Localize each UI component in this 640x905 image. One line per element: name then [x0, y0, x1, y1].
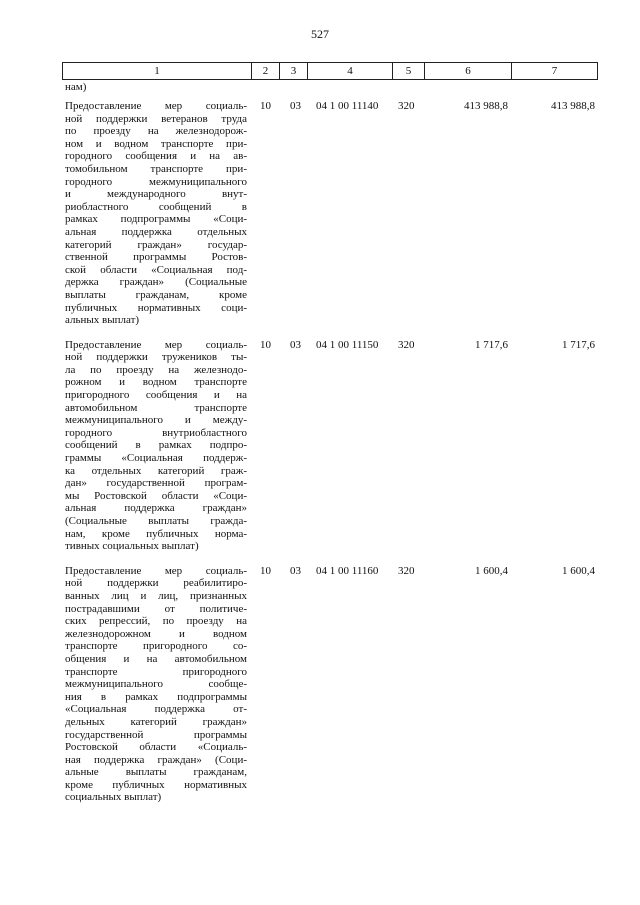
column-header-table — [62, 62, 598, 80]
row-amount-col7: 1 717,6 — [562, 338, 595, 351]
description-line: кроме публичных нормативных — [65, 778, 247, 791]
description-line: (Социальные выплаты гражда- — [65, 515, 247, 527]
description-line: граммы «Социальная поддерж- — [65, 452, 247, 465]
column-header-6: 6 — [425, 63, 512, 80]
description-line: рожном и водном транспорте — [65, 376, 247, 389]
description-line: рамках подпрограммы «Соци- — [65, 213, 247, 226]
description-line: ния в рамках подпрограммы — [65, 690, 247, 703]
column-header-5: 5 — [393, 63, 425, 80]
description-line: тивных социальных выплат) — [65, 540, 199, 553]
row-description — [65, 565, 247, 804]
description-line: автомобильном транспорте — [65, 401, 247, 414]
description-line: держка граждан» (Социальные — [65, 276, 247, 289]
column-header-7: 7 — [512, 63, 598, 80]
description-line: ских репрессий, по проезду на — [65, 615, 247, 628]
row-amount-col6: 1 600,4 — [475, 564, 508, 577]
row-subsection-code: 03 — [290, 100, 301, 112]
row-subsection-code: 03 — [290, 338, 301, 351]
row-target-article-code: 04 1 00 11150 — [316, 338, 379, 351]
description-line: и международного внут- — [65, 188, 247, 201]
row-amount-col6: 413 988,8 — [464, 100, 508, 112]
table-row — [0, 339, 640, 553]
description-line: выплаты гражданам, кроме — [65, 288, 247, 301]
description-line: пострадавшими от политиче- — [65, 602, 247, 615]
description-line: транспорте пригородного со- — [65, 640, 247, 653]
column-header-row — [63, 63, 598, 80]
column-header-2: 2 — [252, 63, 280, 80]
description-line: ственной программы Ростов- — [65, 251, 247, 264]
description-line: общения и на автомобильном — [65, 652, 247, 665]
description-line: дельных категорий граждан» — [65, 715, 247, 728]
row-description — [65, 100, 247, 327]
description-line: Предоставление мер социаль- — [65, 338, 247, 351]
description-line: межмуниципального и между- — [65, 414, 247, 427]
description-line: категорий граждан» государ- — [65, 238, 247, 251]
description-line: ная поддержка граждан» (Соци- — [65, 753, 247, 766]
description-line: ной поддержки ветеранов труда — [65, 112, 247, 125]
description-line: альных выплат) — [65, 314, 140, 327]
description-line: городного внутриобластного — [65, 426, 247, 439]
description-line: транспорте пригородного — [65, 665, 247, 678]
row-amount-col7: 413 988,8 — [551, 100, 595, 112]
description-line: ной поддержки тружеников ты- — [65, 351, 247, 364]
description-line: ской области «Социальная под- — [65, 263, 247, 276]
description-line: железнодорожном и водном — [65, 627, 247, 640]
description-line: мы Ростовской области «Соци- — [65, 489, 247, 502]
description-line: межмуниципального сообще- — [65, 678, 247, 691]
row-target-article-code: 04 1 00 11140 — [316, 100, 379, 112]
description-line: альная поддержка граждан» — [65, 502, 247, 515]
description-line: дан» государственной програм- — [65, 477, 247, 490]
description-line: альные выплаты гражданам, — [65, 766, 247, 779]
description-line: альная поддержка отдельных — [65, 225, 247, 238]
row-description — [65, 339, 247, 553]
description-line: сообщений в рамках подпро- — [65, 439, 247, 452]
table-row — [0, 565, 640, 804]
description-line: городного сообщения и на ав- — [65, 150, 247, 163]
table-body — [0, 100, 640, 804]
description-line: публичных нормативных соци- — [65, 301, 247, 314]
description-line: «Социальная поддержка от- — [65, 703, 247, 716]
row-section-code: 10 — [260, 100, 271, 112]
description-line: томобильном транспорте при- — [65, 162, 247, 175]
description-line: ном и водном транспорте при- — [65, 137, 247, 150]
row-subsection-code: 03 — [290, 564, 301, 577]
column-header-3: 3 — [280, 63, 308, 80]
row-expense-type-code: 320 — [398, 100, 415, 112]
description-line: городного межмуниципального — [65, 175, 247, 188]
row-target-article-code: 04 1 00 11160 — [316, 564, 379, 577]
description-line: государственной программы — [65, 728, 247, 741]
row-amount-col7: 1 600,4 — [562, 564, 595, 577]
table-row — [0, 100, 640, 327]
description-line: ла по проезду на железнодо- — [65, 363, 247, 376]
row-amount-col6: 1 717,6 — [475, 338, 508, 351]
row-section-code: 10 — [260, 338, 271, 351]
column-header-4: 4 — [308, 63, 393, 80]
column-header-1: 1 — [63, 63, 252, 80]
description-line: по проезду на железнодорож- — [65, 125, 247, 138]
row-expense-type-code: 320 — [398, 564, 415, 577]
page-number: 527 — [311, 27, 329, 41]
description-line: Ростовской области «Социаль- — [65, 741, 247, 754]
description-line: нам, кроме публичных норма- — [65, 527, 247, 540]
description-line: ка отдельных категорий граж- — [65, 464, 247, 477]
description-line: риобластного сообщений в — [65, 200, 247, 213]
row-expense-type-code: 320 — [398, 338, 415, 351]
description-line: социальных выплат) — [65, 791, 162, 804]
row-section-code: 10 — [260, 564, 271, 577]
description-line: Предоставление мер социаль- — [65, 100, 247, 112]
continuation-text: нам) — [65, 81, 87, 93]
description-line: Предоставление мер социаль- — [65, 564, 247, 577]
description-line: ной поддержки реабилитиро- — [65, 577, 247, 590]
description-line: пригородного сообщения и на — [65, 389, 247, 402]
description-line: ванных лиц и лиц, признанных — [65, 589, 247, 602]
